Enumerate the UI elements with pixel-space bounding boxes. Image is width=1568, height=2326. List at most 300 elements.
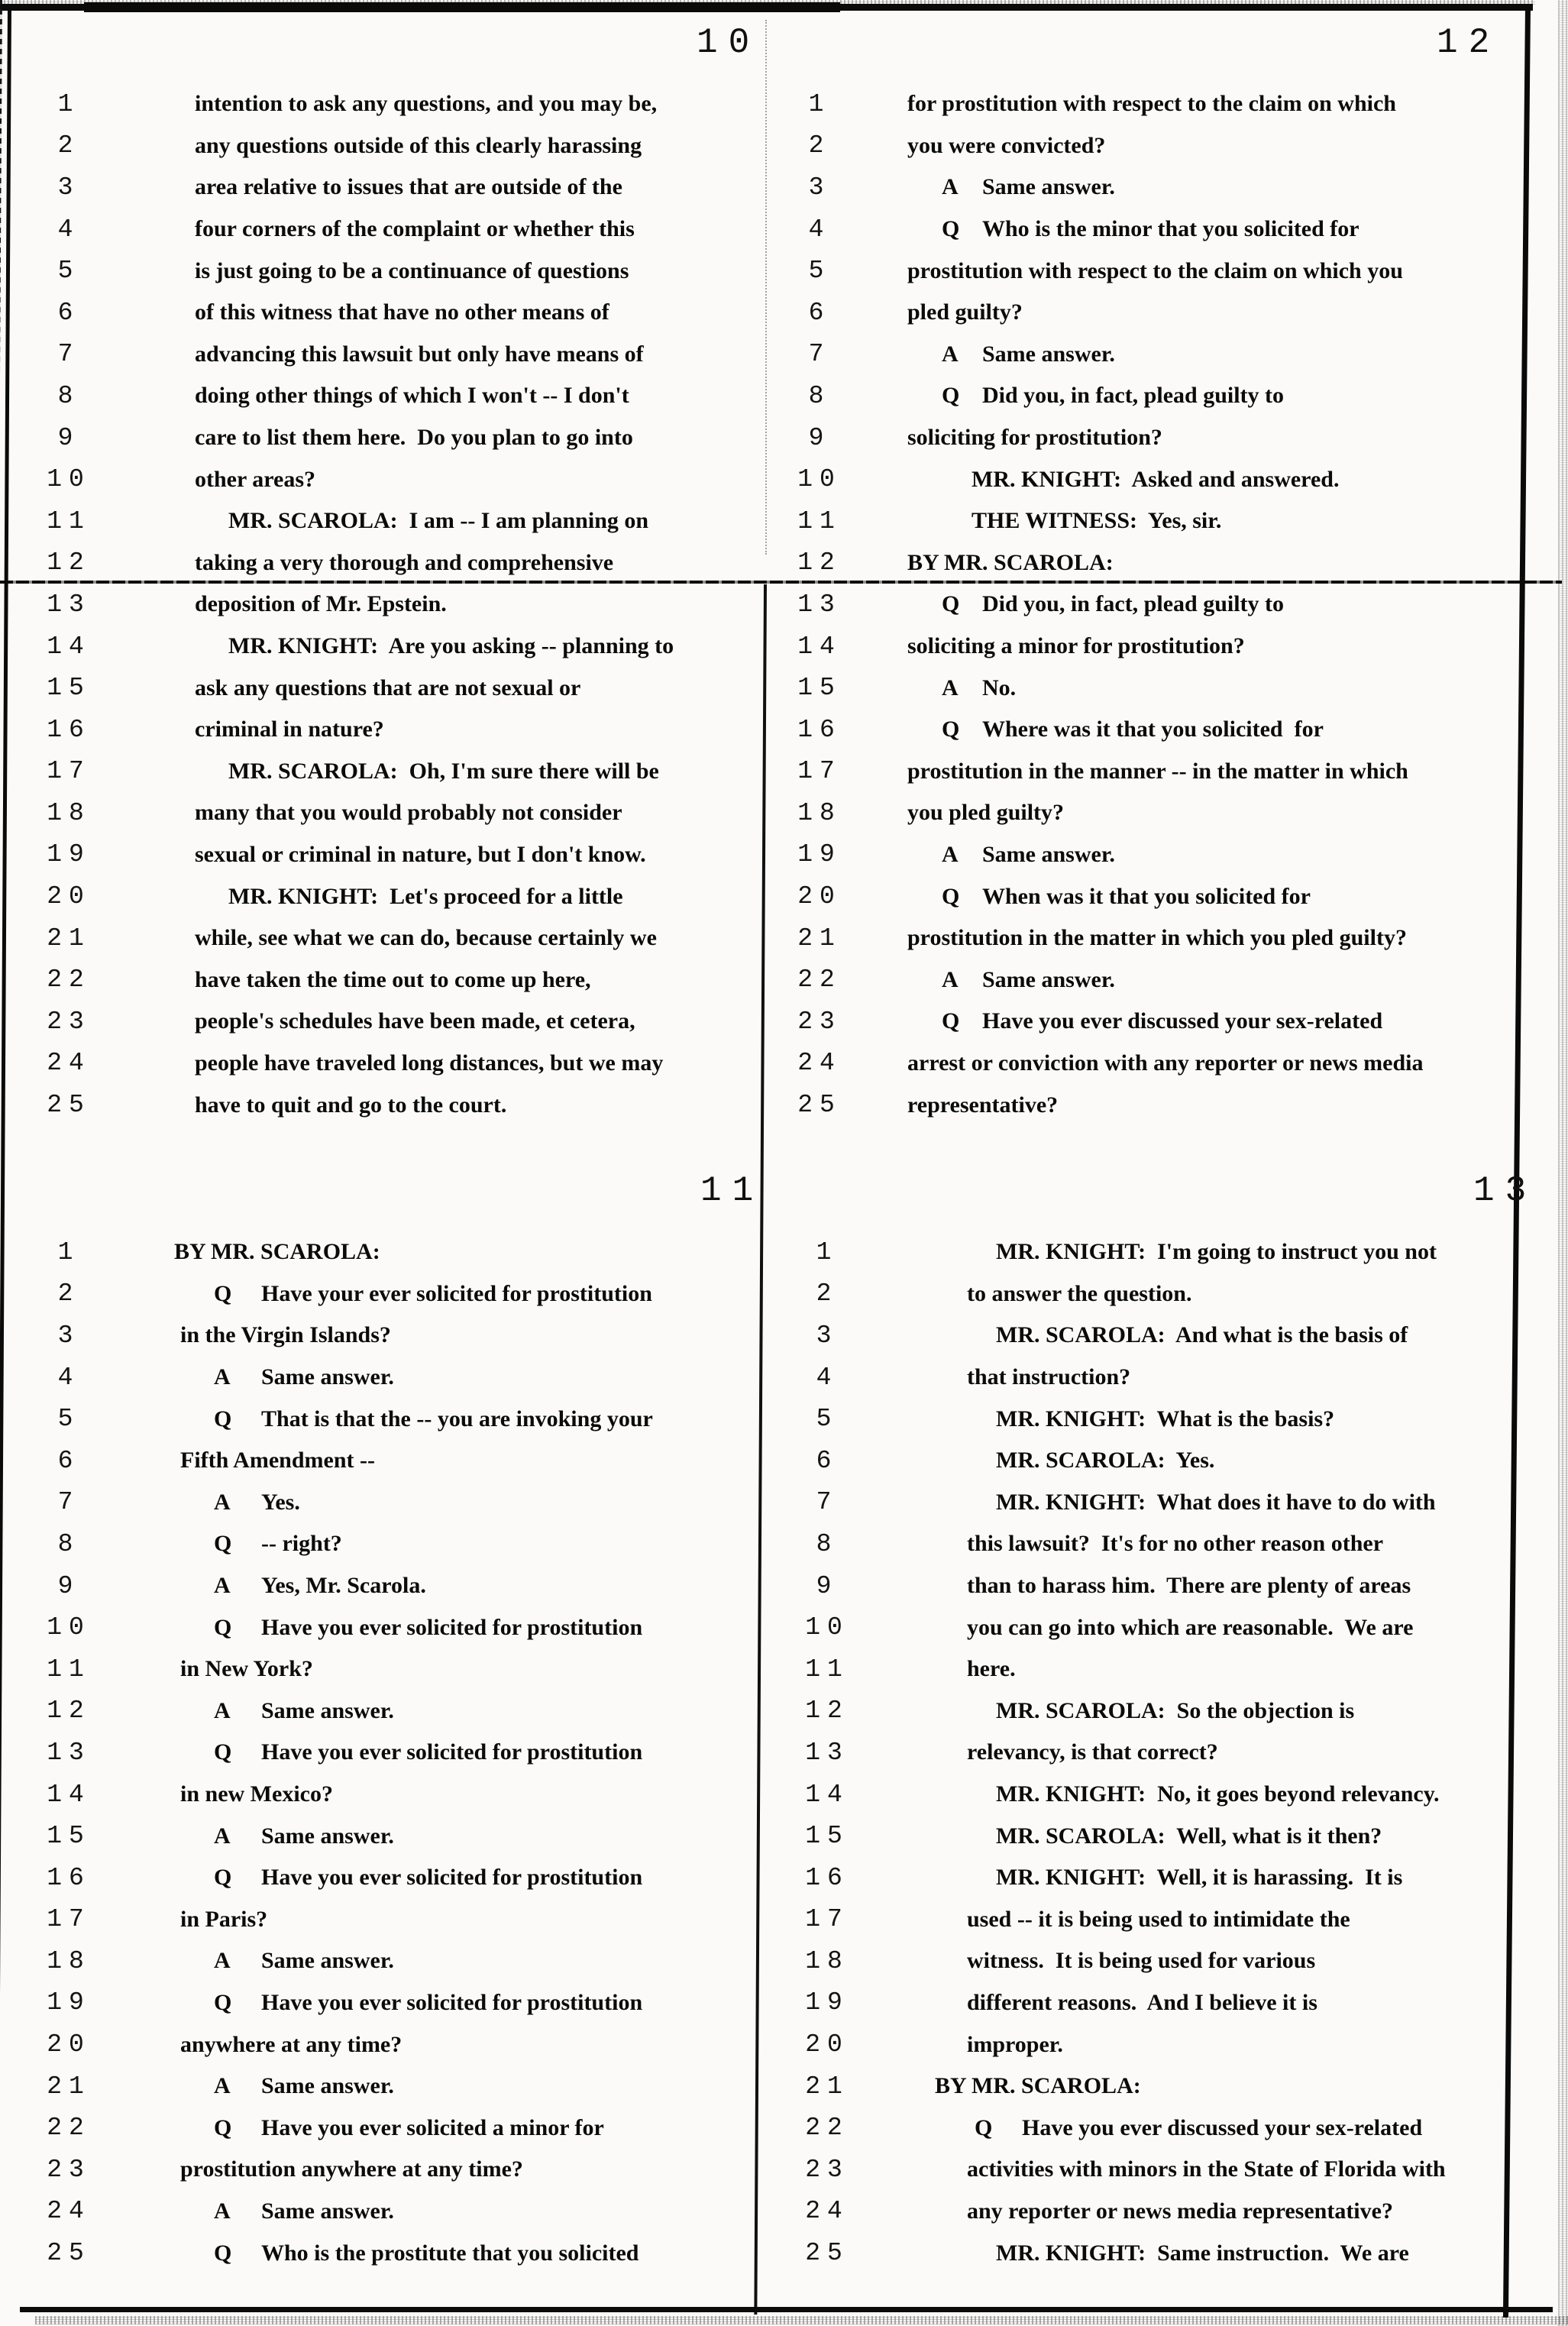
transcript-line xyxy=(774,1398,1525,1440)
line-number: 20 xyxy=(47,2030,91,2059)
qa-marker: A xyxy=(942,675,959,700)
line-text: area relative to issues that are outside of the xyxy=(195,174,622,200)
line-text: you were convicted? xyxy=(907,132,1106,158)
scan-noise-right-edge xyxy=(1558,0,1568,2326)
line-number: 2 xyxy=(808,131,831,160)
line-text: to answer the question. xyxy=(967,1280,1192,1306)
transcript-line xyxy=(11,1774,760,1816)
line-number: 22 xyxy=(47,2114,91,2143)
line-number: 3 xyxy=(57,1321,80,1350)
transcript-line xyxy=(11,417,760,459)
left-border xyxy=(0,6,11,2313)
qa-line-text xyxy=(174,1823,394,1849)
qa-line-text xyxy=(907,216,1359,242)
qa-line-text xyxy=(907,591,1284,617)
line-number: 4 xyxy=(816,1363,839,1392)
line-text: Same answer. xyxy=(261,2198,394,2224)
line-text: people have traveled long distances, but we may xyxy=(195,1050,664,1076)
line-number: 1 xyxy=(57,1237,80,1267)
line-text: sexual or criminal in nature, but I don't know. xyxy=(195,841,646,867)
qa-marker: Q xyxy=(214,1406,232,1432)
transcript-line xyxy=(11,458,760,500)
transcript-lines xyxy=(774,1231,1525,2274)
line-number: 8 xyxy=(57,1529,80,1558)
line-text: MR. SCAROLA: And what is the basis of xyxy=(996,1322,1408,1348)
line-number: 15 xyxy=(797,674,842,703)
transcript-line xyxy=(774,2024,1525,2066)
transcript-line xyxy=(11,1815,760,1857)
line-number: 6 xyxy=(57,298,80,327)
line-text: Did you, in fact, plead guilty to xyxy=(982,591,1285,617)
qa-line-text xyxy=(907,174,1115,200)
qa-marker: Q xyxy=(942,216,960,242)
line-text: No. xyxy=(982,675,1017,700)
line-text: anywhere at any time? xyxy=(180,2031,403,2057)
transcript-page-11 xyxy=(11,1159,765,2307)
line-number: 8 xyxy=(808,381,831,410)
line-number: 14 xyxy=(805,1780,849,1809)
transcript-line xyxy=(11,542,760,584)
qa-marker: Q xyxy=(214,1280,232,1306)
line-text: MR. SCAROLA: I am -- I am planning on xyxy=(228,508,649,534)
line-number: 8 xyxy=(816,1529,839,1558)
line-number: 15 xyxy=(47,1822,91,1851)
line-number: 15 xyxy=(47,674,91,703)
line-text: Have you ever discussed your sex-related xyxy=(982,1008,1383,1034)
qa-line-text xyxy=(907,675,1016,701)
transcript-line xyxy=(11,1940,760,1982)
line-number: 6 xyxy=(808,298,831,327)
line-number: 18 xyxy=(47,798,91,827)
line-number: 21 xyxy=(47,2072,91,2101)
line-number: 2 xyxy=(816,1279,839,1309)
line-text: MR. KNIGHT: Are you asking -- planning to xyxy=(228,633,674,659)
line-text: pled guilty? xyxy=(907,299,1023,325)
qa-marker: Q xyxy=(214,2114,232,2140)
qa-line-text xyxy=(174,2073,394,2099)
qa-line-text xyxy=(174,1281,652,1307)
transcript-line xyxy=(774,1815,1525,1857)
line-text: used -- it is being used to intimidate the xyxy=(967,1906,1350,1932)
transcript-page-13 xyxy=(774,1159,1537,2307)
line-number: 13 xyxy=(47,1738,91,1767)
transcript-line xyxy=(774,1982,1525,2024)
line-text: criminal in nature? xyxy=(195,717,384,742)
line-number: 3 xyxy=(816,1321,839,1350)
line-text: That is that the -- you are invoking your xyxy=(261,1406,653,1432)
center-column-divider-dotted xyxy=(0,0,2,581)
transcript-line xyxy=(774,1315,1525,1357)
line-text: for prostitution with respect to the claim on which xyxy=(907,91,1396,117)
line-number: 5 xyxy=(57,1405,80,1434)
line-text: in new Mexico? xyxy=(180,1781,333,1807)
transcript-line xyxy=(774,875,1525,917)
qa-marker: Q xyxy=(214,1989,232,2015)
line-text: MR. KNIGHT: What is the basis? xyxy=(996,1406,1335,1432)
line-number: 20 xyxy=(797,882,842,911)
qa-marker: A xyxy=(214,2198,231,2224)
transcript-line xyxy=(774,1523,1525,1565)
line-text: advancing this lawsuit but only have means of xyxy=(195,341,644,367)
line-text: Who is the prostitute that you solicited xyxy=(261,2240,639,2266)
qa-line-text xyxy=(174,1531,342,1557)
transcript-line xyxy=(774,626,1525,668)
line-text: any questions outside of this clearly harassing xyxy=(195,132,642,158)
line-number: 6 xyxy=(57,1446,80,1475)
line-number: 11 xyxy=(805,1655,849,1684)
transcript-line xyxy=(11,1315,760,1357)
qa-line-text xyxy=(174,1948,394,1974)
transcript-line xyxy=(11,1084,760,1126)
line-number: 24 xyxy=(47,2197,91,2226)
transcript-line xyxy=(774,458,1525,500)
page-number: 11 xyxy=(700,1171,765,1211)
transcript-line xyxy=(774,83,1525,125)
transcript-line xyxy=(774,1690,1525,1732)
line-text: Have you ever solicited for prostitution xyxy=(261,1739,643,1765)
line-text: MR. KNIGHT: Same instruction. We are xyxy=(996,2240,1409,2266)
line-text: Have you ever solicited for prostitution xyxy=(261,1989,643,2015)
transcript-line xyxy=(11,500,760,542)
line-text: Same answer. xyxy=(261,1948,394,1974)
transcript-line xyxy=(11,292,760,334)
transcript-line xyxy=(774,584,1525,626)
transcript-line xyxy=(774,125,1525,167)
line-number: 10 xyxy=(47,1613,91,1642)
qa-line-text xyxy=(174,1406,653,1432)
line-text: have taken the time out to come up here, xyxy=(195,966,591,992)
line-number: 13 xyxy=(805,1738,849,1767)
line-number: 24 xyxy=(47,1049,91,1078)
transcript-line xyxy=(774,1001,1525,1043)
line-number: 17 xyxy=(805,1905,849,1934)
transcript-line xyxy=(11,2107,760,2149)
transcript-line xyxy=(11,584,760,626)
line-number: 20 xyxy=(805,2030,849,2059)
line-text: prostitution with respect to the claim on which you xyxy=(907,257,1403,283)
line-text: people's schedules have been made, et cetera, xyxy=(195,1008,635,1034)
line-number: 19 xyxy=(47,840,91,869)
qa-marker: A xyxy=(214,1489,231,1515)
line-number: 24 xyxy=(805,2197,849,2226)
line-text: MR. SCAROLA: So the objection is xyxy=(996,1697,1355,1723)
line-number: 9 xyxy=(816,1571,839,1600)
line-number: 9 xyxy=(57,423,80,452)
line-text: prostitution in the matter in which you pled guilty? xyxy=(907,925,1407,951)
transcript-line xyxy=(11,1482,760,1524)
qa-marker: Q xyxy=(214,1531,232,1557)
line-number: 13 xyxy=(797,590,842,619)
transcript-page-10 xyxy=(11,11,760,1156)
qa-marker: Q xyxy=(942,883,960,909)
transcript-line xyxy=(774,542,1525,584)
page-number: 12 xyxy=(1437,23,1501,63)
line-text: doing other things of which I won't -- I don't xyxy=(195,383,629,409)
line-text: Same answer. xyxy=(982,174,1115,200)
qa-marker: Q xyxy=(942,717,960,742)
line-number: 19 xyxy=(797,840,842,869)
transcript-line xyxy=(11,875,760,917)
qa-line-text xyxy=(174,1573,426,1599)
line-text: MR. KNIGHT: No, it goes beyond relevancy. xyxy=(996,1781,1440,1807)
line-number: 19 xyxy=(47,1988,91,2017)
qa-line-text xyxy=(174,2115,604,2141)
line-text: MR. SCAROLA: Oh, I'm sure there will be xyxy=(228,758,659,784)
transcript-line xyxy=(11,667,760,709)
qa-line-text xyxy=(907,842,1115,868)
transcript-line xyxy=(774,334,1525,376)
line-text: activities with minors in the State of Florida with xyxy=(967,2156,1446,2182)
line-number: 9 xyxy=(808,423,831,452)
line-number: 20 xyxy=(47,882,91,911)
transcript-line xyxy=(11,1440,760,1482)
line-number: 6 xyxy=(816,1446,839,1475)
line-number: 11 xyxy=(47,506,91,535)
line-number: 15 xyxy=(805,1822,849,1851)
line-number: 7 xyxy=(816,1488,839,1517)
line-number: 17 xyxy=(47,757,91,786)
line-number: 14 xyxy=(797,632,842,661)
line-text: intention to ask any questions, and you may be, xyxy=(195,91,658,117)
transcript-line xyxy=(774,1440,1525,1482)
line-number: 7 xyxy=(57,1488,80,1517)
line-number: 10 xyxy=(805,1613,849,1642)
transcript-line xyxy=(774,1606,1525,1648)
transcript-lines xyxy=(11,1231,760,2274)
line-text: other areas? xyxy=(195,466,316,492)
transcript-line xyxy=(774,1482,1525,1524)
line-number: 22 xyxy=(797,966,842,995)
transcript-line xyxy=(11,2232,760,2274)
line-text: Same answer. xyxy=(261,2073,394,2099)
transcript-line xyxy=(11,917,760,959)
qa-line-text xyxy=(174,2198,394,2224)
qa-marker: Q xyxy=(214,1739,232,1765)
line-text: Did you, in fact, plead guilty to xyxy=(982,383,1285,409)
qa-line-text xyxy=(174,1865,642,1891)
qa-line-text xyxy=(174,1364,394,1390)
transcript-line xyxy=(11,626,760,668)
line-number: 16 xyxy=(805,1863,849,1892)
transcript-line xyxy=(11,375,760,417)
line-text: have to quit and go to the court. xyxy=(195,1092,507,1118)
line-number: 10 xyxy=(797,465,842,494)
transcript-line xyxy=(774,2149,1525,2191)
qa-line-text xyxy=(907,884,1311,910)
line-text: here. xyxy=(967,1656,1016,1682)
line-text: When was it that you solicited for xyxy=(982,883,1311,909)
line-text: MR. SCAROLA: Well, what is it then? xyxy=(996,1823,1382,1849)
line-number: 7 xyxy=(57,340,80,369)
line-text: you can go into which are reasonable. We are xyxy=(967,1614,1414,1640)
line-number: 22 xyxy=(805,2114,849,2143)
transcript-line xyxy=(774,1940,1525,1982)
qa-marker: Q xyxy=(942,1008,960,1034)
transcript-line xyxy=(11,1273,760,1315)
line-text: soliciting for prostitution? xyxy=(907,425,1162,451)
transcript-line xyxy=(11,1732,760,1774)
line-text: Who is the minor that you solicited for xyxy=(982,216,1359,242)
line-text: you pled guilty? xyxy=(907,800,1065,826)
line-text: BY MR. SCAROLA: xyxy=(174,1239,380,1265)
line-text: is just going to be a continuance of questions xyxy=(195,257,629,283)
line-number: 12 xyxy=(797,548,842,577)
line-number: 7 xyxy=(808,340,831,369)
line-number: 16 xyxy=(797,715,842,744)
line-text: Have your ever solicited for prostitution xyxy=(261,1280,652,1306)
line-number: 12 xyxy=(47,548,91,577)
transcript-line xyxy=(11,792,760,834)
line-number: 14 xyxy=(47,632,91,661)
qa-marker: A xyxy=(942,966,959,992)
line-text: four corners of the complaint or whether this xyxy=(195,216,635,242)
transcript-line xyxy=(774,667,1525,709)
line-number: 13 xyxy=(47,590,91,619)
line-text: arrest or conviction with any reporter or news media xyxy=(907,1050,1424,1076)
line-text: any reporter or news media representative? xyxy=(967,2198,1393,2224)
transcript-line xyxy=(774,500,1525,542)
line-number: 3 xyxy=(808,173,831,202)
line-text: MR. KNIGHT: Asked and answered. xyxy=(972,466,1340,492)
transcript-line xyxy=(774,1899,1525,1941)
qa-line-text xyxy=(907,341,1115,367)
line-text: Same answer. xyxy=(982,841,1115,867)
transcript-line xyxy=(11,1565,760,1607)
transcript-line xyxy=(774,2232,1525,2274)
line-text: BY MR. SCAROLA: xyxy=(935,2073,1141,2099)
page-number: 10 xyxy=(697,23,761,63)
line-number: 25 xyxy=(47,1091,91,1120)
line-number: 25 xyxy=(47,2239,91,2268)
line-number: 23 xyxy=(47,1007,91,1036)
qa-line-text xyxy=(907,1008,1382,1034)
qa-line-text xyxy=(174,1615,642,1641)
line-text: Same answer. xyxy=(261,1697,394,1723)
line-text: in Paris? xyxy=(180,1906,268,1932)
line-text: Fifth Amendment -- xyxy=(180,1448,375,1474)
qa-marker: A xyxy=(214,1697,231,1723)
line-text: many that you would probably not consider xyxy=(195,800,622,826)
transcript-line xyxy=(11,751,760,793)
transcript-line xyxy=(774,792,1525,834)
transcript-line xyxy=(774,917,1525,959)
transcript-line xyxy=(774,834,1525,876)
line-number: 2 xyxy=(57,131,80,160)
line-text: representative? xyxy=(907,1092,1059,1118)
qa-line-text xyxy=(907,967,1115,993)
transcript-line xyxy=(11,209,760,251)
line-text: while, see what we can do, because certainly we xyxy=(195,925,657,951)
transcript-line xyxy=(11,1043,760,1085)
bottom-border xyxy=(20,2307,1553,2312)
qa-marker: A xyxy=(942,341,959,367)
transcript-line xyxy=(774,2107,1525,2149)
transcript-line xyxy=(774,2191,1525,2233)
line-text: Yes. xyxy=(261,1489,300,1515)
line-text: Where was it that you solicited for xyxy=(982,717,1324,742)
transcript-line xyxy=(774,2066,1525,2108)
line-number: 21 xyxy=(47,924,91,953)
line-text: in the Virgin Islands? xyxy=(180,1322,391,1348)
transcript-line xyxy=(774,250,1525,292)
line-text: MR. KNIGHT: Well, it is harassing. It is xyxy=(996,1865,1403,1891)
line-number: 12 xyxy=(805,1697,849,1726)
line-text: different reasons. And I believe it is xyxy=(967,1989,1317,2015)
transcript-line xyxy=(774,1857,1525,1899)
line-number: 18 xyxy=(47,1946,91,1975)
qa-marker: A xyxy=(214,1823,231,1849)
transcript-line xyxy=(11,1899,760,1941)
transcript-line xyxy=(11,1690,760,1732)
line-text: witness. It is being used for various xyxy=(967,1948,1316,1974)
line-number: 21 xyxy=(805,2072,849,2101)
line-number: 16 xyxy=(47,1863,91,1892)
transcript-line xyxy=(11,1857,760,1899)
transcript-page-12 xyxy=(774,11,1525,1156)
transcript-line xyxy=(11,959,760,1001)
line-text: BY MR. SCAROLA: xyxy=(907,549,1114,575)
transcript-line xyxy=(774,1774,1525,1816)
line-number: 4 xyxy=(57,215,80,244)
qa-line-text xyxy=(174,1698,394,1724)
line-text: Same answer. xyxy=(982,966,1115,992)
qa-marker: Q xyxy=(214,1614,232,1640)
qa-marker: A xyxy=(214,2073,231,2099)
line-number: 1 xyxy=(808,89,831,118)
transcript-line xyxy=(774,1084,1525,1126)
qa-line-text xyxy=(174,2240,639,2266)
transcript-line xyxy=(774,167,1525,209)
transcript-line xyxy=(774,1043,1525,1085)
line-text: Same answer. xyxy=(261,1364,394,1390)
line-text: care to list them here. Do you plan to go into xyxy=(195,425,633,451)
line-text: Same answer. xyxy=(982,341,1115,367)
transcript-line xyxy=(774,709,1525,751)
line-number: 17 xyxy=(797,757,842,786)
line-number: 1 xyxy=(57,89,80,118)
line-number: 23 xyxy=(797,1007,842,1036)
line-number: 5 xyxy=(57,257,80,286)
qa-marker: A xyxy=(942,174,959,200)
line-number: 12 xyxy=(47,1697,91,1726)
transcript-line xyxy=(11,1648,760,1690)
line-text: Have you ever discussed your sex-related xyxy=(1022,2114,1423,2140)
line-number: 4 xyxy=(808,215,831,244)
line-text: MR. KNIGHT: Let's proceed for a little xyxy=(228,883,623,909)
line-number: 21 xyxy=(797,924,842,953)
line-text: MR. SCAROLA: Yes. xyxy=(996,1448,1215,1474)
line-number: 2 xyxy=(57,1279,80,1309)
line-text: Yes, Mr. Scarola. xyxy=(261,1573,426,1599)
line-text: improper. xyxy=(967,2031,1063,2057)
qa-line-text xyxy=(935,2115,1422,2141)
transcript-line xyxy=(774,209,1525,251)
transcript-line xyxy=(11,1398,760,1440)
line-text: prostitution anywhere at any time? xyxy=(180,2156,523,2182)
line-text: MR. KNIGHT: What does it have to do with xyxy=(996,1489,1436,1515)
line-text: Have you ever solicited a minor for xyxy=(261,2114,604,2140)
line-text: than to harass him. There are plenty of areas xyxy=(967,1573,1411,1599)
transcript-line xyxy=(774,1273,1525,1315)
qa-line-text xyxy=(174,1739,642,1765)
transcript-line xyxy=(774,375,1525,417)
transcript-lines xyxy=(774,83,1525,1126)
transcript-line xyxy=(11,2066,760,2108)
line-number: 24 xyxy=(797,1049,842,1078)
line-number: 5 xyxy=(816,1405,839,1434)
qa-line-text xyxy=(174,1990,642,2016)
transcript-line xyxy=(774,1732,1525,1774)
